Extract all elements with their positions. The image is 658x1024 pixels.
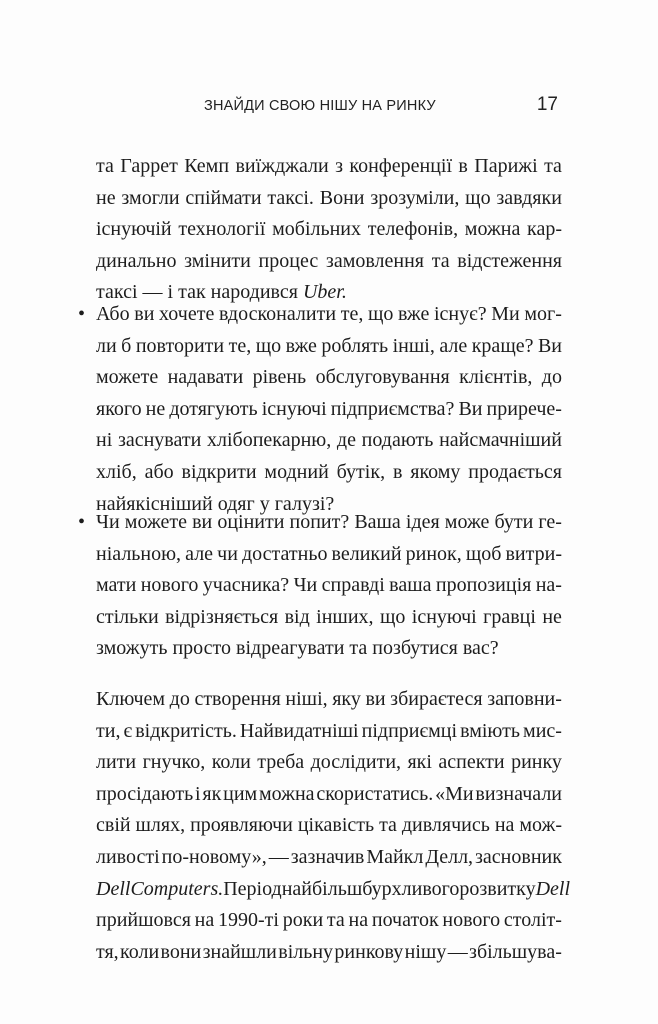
text-line: можете надавати рівень обслуговування клієнтів, до — [96, 366, 562, 389]
text-line: існуючій технології мобільних телефонів, можна кар- — [96, 218, 562, 241]
bullet-item — [78, 299, 562, 520]
text-line: Чи можете ви оцінити попит? Ваша ідея може бути ге- — [96, 511, 562, 533]
page-number: 17 — [536, 94, 558, 115]
main-paragraph — [96, 684, 571, 968]
bullet-item — [78, 507, 562, 665]
text-line: мати нового учасника? Чи справді ваша пропозиція на- — [96, 574, 562, 597]
text-line: ливості по-новому», — зазначив Майкл Делл, засновник — [96, 845, 562, 868]
text-line: та Гаррет Кемп виїжджали з конференції в Парижі та — [96, 155, 562, 177]
text-line: ні заснувати хлібопекарню, де подають найсмачніший — [96, 429, 562, 452]
bullet-marker: • — [78, 511, 86, 533]
text-line: Ключем до створення ніші, яку ви збираєтеся заповни- — [96, 688, 562, 710]
text-line: просідають і як цим можна скористатись. «Ми визначали — [96, 782, 562, 805]
text-line: ли б повторити те, що вже роблять інші, але краще? Ви — [96, 334, 562, 357]
text-line: свій шлях, проявляючи цікавість та дивлячись на мож- — [96, 814, 562, 837]
running-title: ЗНАЙДИ СВОЮ НІШУ НА РИНКУ — [204, 98, 436, 114]
text-line: найякісніший одяг у галузі? — [96, 492, 335, 515]
text-line: Dell Computers. Період найбільш бурхливого розвитку Dell — [96, 877, 571, 900]
page-header — [96, 94, 562, 120]
text-line: динально змінити процес замовлення та відстеження — [96, 249, 562, 272]
text-line: Або ви хочете вдосконалити те, що вже існує? Ми мог- — [96, 303, 562, 325]
text-line: таксі — і так народився Uber. — [96, 281, 347, 304]
text-line: не змогли спіймати таксі. Вони зрозуміли, що завдяки — [96, 186, 562, 209]
text-line: ніальною, але чи достатньо великий ринок, щоб витри- — [96, 542, 562, 565]
text-line: лити гнучко, коли треба дослідити, які аспекти ринку — [96, 751, 562, 774]
text-line: прийшовся на 1990-ті роки та на початок нового століт- — [96, 909, 562, 932]
text-line: хліб, або відкрити модний бутік, в якому продається — [96, 460, 562, 483]
continued-paragraph — [96, 151, 562, 309]
text-line: ти, є відкритість. Найвидатніші підприємці вміють мис- — [96, 719, 562, 742]
text-line: якого не дотягують існуючі підприємства? Ви прирече- — [96, 397, 562, 420]
text-line: стільки відрізняється від інших, що існуючі гравці не — [96, 605, 562, 628]
text-line: тя, коли вони знайшли вільну ринкову нішу — збільшува- — [96, 940, 562, 963]
text-line: зможуть просто відреагувати та позбутися вас? — [96, 637, 499, 660]
bullet-marker: • — [78, 303, 86, 325]
